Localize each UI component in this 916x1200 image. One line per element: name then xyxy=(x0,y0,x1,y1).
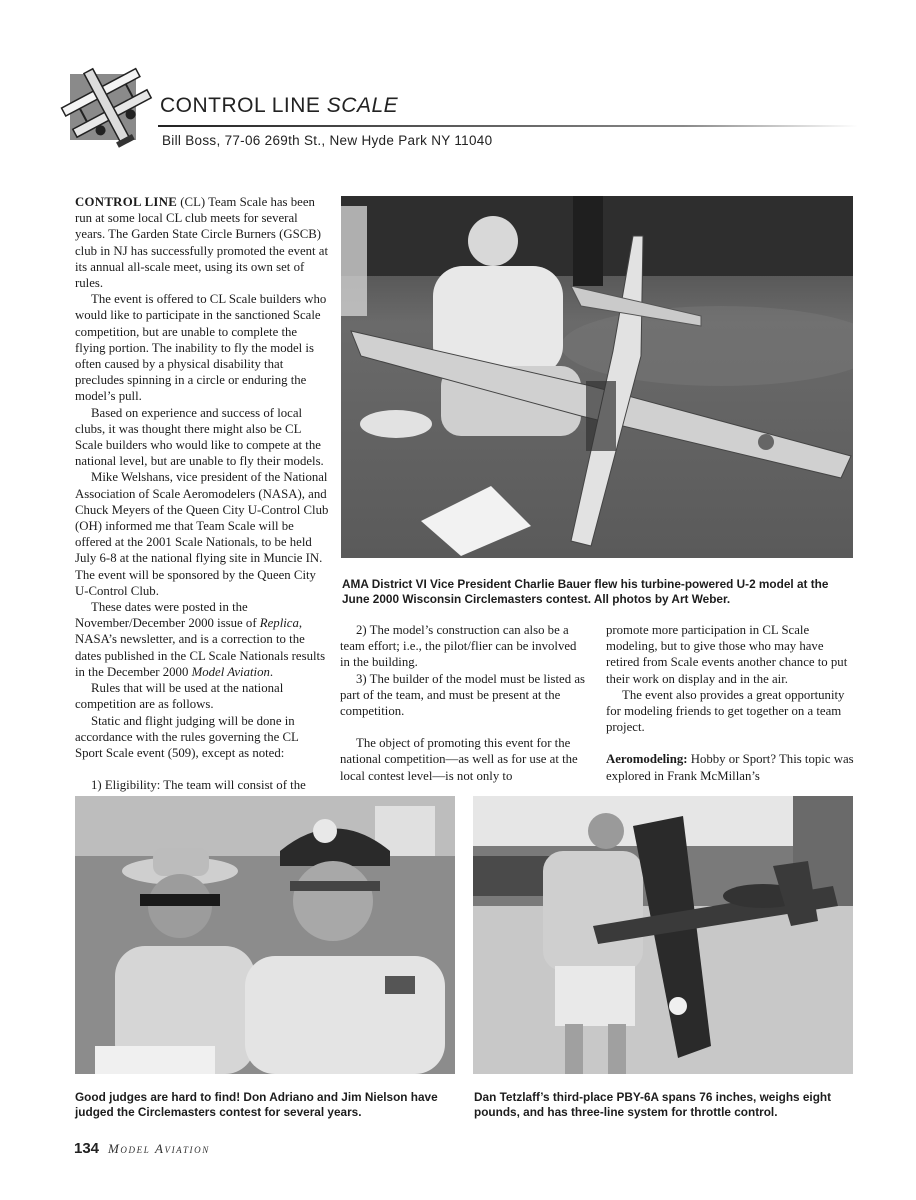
paragraph: 2) The model’s construction can also be a team effort; i.e., the pilot/flier can be involved in the building. xyxy=(340,623,577,670)
caption-pby-photo: Dan Tetzlaff’s third-place PBY-6A spans 76 inches, weighs eight pounds, and has three-line system for throttle control. xyxy=(474,1090,832,1119)
publication-title: Replica xyxy=(259,616,299,631)
photo-pby-model xyxy=(473,796,853,1074)
paragraph xyxy=(75,599,329,680)
photo-judges xyxy=(75,796,455,1074)
paragraph: 3) The builder of the model must be listed as part of the team, and must be present at the competition. xyxy=(340,671,585,719)
column-title xyxy=(160,94,398,118)
paragraph-text: . xyxy=(269,664,274,679)
column-title-italic: SCALE xyxy=(326,94,399,117)
run-in-heading: Aeromodeling: xyxy=(606,752,688,767)
paragraph xyxy=(75,194,329,291)
photo-u2-model xyxy=(341,196,853,558)
paragraph: Rules that will be used at the national competition are as follows. xyxy=(75,681,284,712)
paragraph: promote more participation in CL Scale modeling, but to give those who may have retired from Scale events another chance to put their work on display and in the air. xyxy=(606,623,848,686)
paragraph: Static and flight judging will be done in accordance with the rules governing the CL Sport Scale event (509), except as noted: xyxy=(75,713,299,760)
paragraph: The event also provides a great opportunity for modeling friends to get together on a team project. xyxy=(606,687,845,735)
paragraph: Based on experience and success of local clubs, it was thought there might also be CL Scale builders who would like to compete at the national level, but are unable to fly their models. xyxy=(75,405,324,469)
column-title-main: CONTROL LINE xyxy=(160,94,321,117)
paragraph: The event is offered to CL Scale builders who would like to participate in the sanctioned Scale competition, but are unable to complete the flying portion. The inability to fly the model is often caused by a physical disability that precludes spinning in a circle or enduring the model’s pull. xyxy=(75,292,327,404)
paragraph-text: (CL) Team Scale has been run at some local CL club meets for several years. The Garden State Circle Burners (GSCB) club in NJ has successfully promoted the event at its annual all-scale meet, using its own set of rules. xyxy=(75,195,329,291)
magazine-name: Model Aviation xyxy=(108,1141,210,1156)
title-rule xyxy=(158,125,858,127)
article-column-middle xyxy=(340,622,588,784)
paragraph-text: , NASA’s newsletter, and is a correction to the dates published in the CL Scale Nationals results in the December 2000 xyxy=(75,616,326,679)
lead-in: CONTROL LINE xyxy=(75,195,178,209)
column-logo-biplane-icon xyxy=(60,56,156,156)
caption-top-photo: AMA District VI Vice President Charlie Bauer flew his turbine-powered U-2 model at the June 2000 Wisconsin Circlemasters contest. All photos by Art Weber. xyxy=(342,577,829,606)
paragraph xyxy=(606,751,856,783)
author-address: Bill Boss, 77-06 269th St., New Hyde Park NY 11040 xyxy=(162,133,493,148)
paragraph: The object of promoting this event for the national competition—as well as for use at the local contest level—is not only to xyxy=(340,736,578,783)
article-column-right xyxy=(606,622,856,784)
paragraph-text: Hobby or Sport? This topic was explored in Frank McMillan’s xyxy=(606,752,854,783)
page-number: 134 xyxy=(74,1140,100,1157)
caption-judges-photo: Good judges are hard to find! Don Adriano and Jim Nielson have judged the Circlemasters contest for several years. xyxy=(75,1090,438,1119)
article-column-left xyxy=(75,194,329,810)
publication-title: Model Aviation xyxy=(191,664,270,679)
paragraph-text: These dates were posted in the November/December 2000 issue of xyxy=(75,600,260,631)
paragraph: Mike Welshans, vice president of the National Association of Scale Aeromodelers (NASA), and Chuck Meyers of the Queen City U-Control Club (OH) informed me that Team Scale will be offered at the 2001 Scale Nationals, to be held July 6-8 at the national flying site in Muncie IN. The event will be sponsored by the Queen City U-Control Club. xyxy=(75,470,329,598)
paragraph: 1) Eligibility: The team will consist of the xyxy=(91,778,306,793)
